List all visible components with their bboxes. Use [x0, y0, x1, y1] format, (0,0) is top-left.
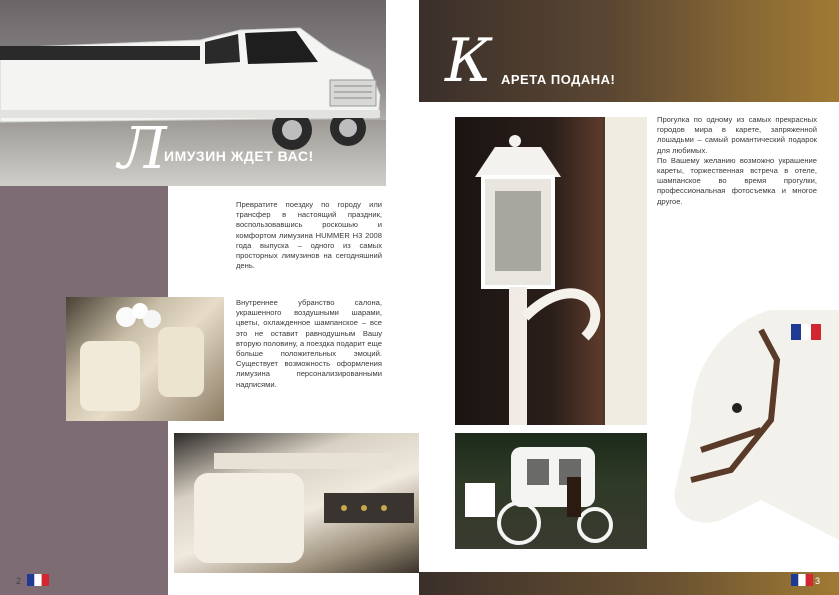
- carriage-paragraph-2: По Вашему желанию возможно украшение кареты, торжественная встреча в отеле, шампанское во время прогулки, профессиональная фотосъемка и многое другое.: [657, 155, 817, 206]
- limousine-interior-photo-1: [66, 297, 224, 421]
- carriage-header-band: [419, 0, 839, 102]
- horse-illustration: [651, 300, 839, 572]
- carriage-title-text: АРЕТА ПОДАНА!: [501, 72, 616, 87]
- limousine-hero-photo: [0, 0, 386, 186]
- white-horse-photo: [651, 300, 839, 572]
- page-number-right: 3: [815, 576, 821, 586]
- french-flag-icon: [791, 574, 813, 586]
- limousine-title-text: ИМУЗИН ЖДЕТ ВАС!: [164, 148, 314, 164]
- french-flag-icon: [27, 574, 49, 586]
- carriage-illustration: [455, 433, 647, 549]
- limousine-paragraph-2: Внутреннее убранство салона, украшенного воздушными шарами, цветы, охлажденное шампанское – все это не оставит равнодушным Вашу вторую половину, а поездка подарит еще больше положительных эмоций. Существует возможность оформления лимузина персонализированными надписями.: [236, 298, 382, 389]
- right-footer-band: [419, 572, 839, 595]
- carriage-text-block: [657, 115, 817, 207]
- page-number-left: 2: [16, 576, 22, 586]
- carriage-title-initial: К: [445, 26, 492, 96]
- carriage-photo: [455, 433, 647, 549]
- limousine-section-title: [108, 114, 368, 182]
- interior-cabin-illustration: [174, 433, 419, 573]
- right-page: [419, 0, 839, 595]
- left-page: [0, 0, 419, 595]
- carriage-lantern-photo: [455, 117, 647, 425]
- limousine-interior-photo-2: [174, 433, 419, 573]
- limousine-paragraph-1: Превратите поездку по городу или трансфер в настоящий праздник, воспользовавшись роскошью и комфортом лимузина HUMMER H3 2008 года выпуска – одного из самых просторных лимузинов на сегодняшний день.: [236, 200, 382, 271]
- limousine-title-initial: Л: [118, 114, 167, 182]
- carriage-section-title: [445, 26, 745, 96]
- lantern-illustration: [455, 117, 647, 425]
- carriage-paragraph-1: Прогулка по одному из самых прекрасных городов мира в карете, запряженной лошадьми – самый романтический подарок для любимых.: [657, 115, 817, 155]
- interior-seats-illustration: [66, 297, 224, 421]
